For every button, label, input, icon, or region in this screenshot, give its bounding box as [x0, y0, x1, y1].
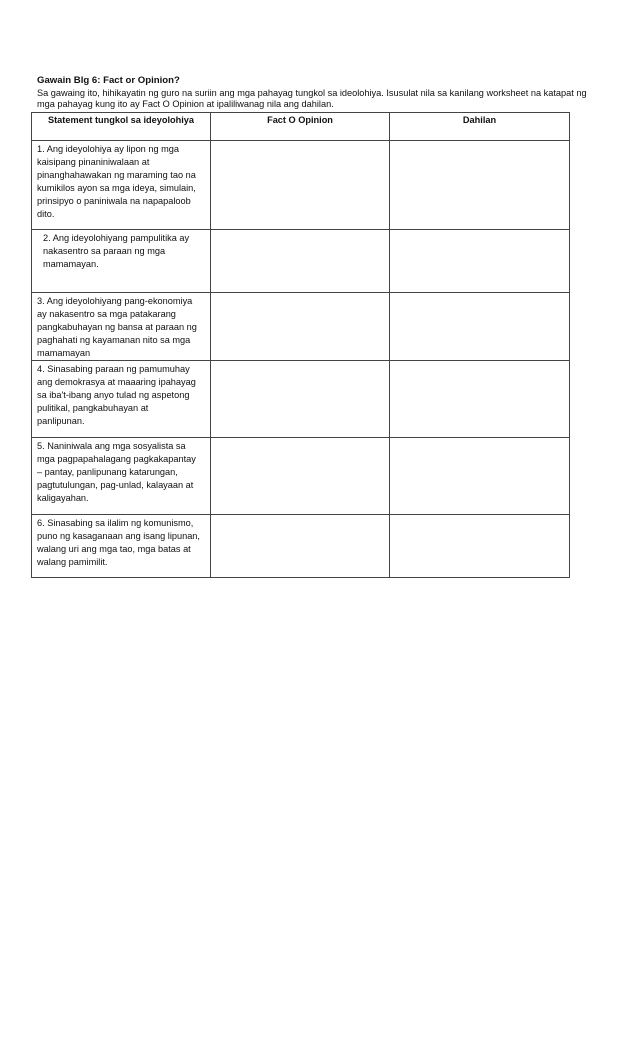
statement-line: 4. Sinasabing paraan ng pamumuhay [37, 364, 190, 374]
dahilan-cell[interactable] [390, 361, 570, 438]
fact-or-opinion-cell[interactable] [211, 361, 390, 438]
worksheet-title: Gawain Blg 6: Fact or Opinion? [37, 75, 180, 86]
statement-line: mamamayan. [43, 259, 99, 269]
fact-or-opinion-cell[interactable] [211, 293, 390, 361]
dahilan-cell[interactable] [390, 293, 570, 361]
statement-text [32, 230, 210, 271]
table-row [32, 293, 570, 361]
statement-cell [32, 361, 211, 438]
statement-line: nakasentro sa paraan ng mga [43, 246, 166, 256]
statement-line: mamamayan [37, 348, 91, 358]
table-header-row [32, 113, 570, 141]
statement-text [32, 361, 210, 428]
statement-line: pinanghahawakan ng maraming tao na [37, 170, 196, 180]
statement-text [32, 515, 210, 569]
table-row [32, 230, 570, 293]
statement-line: ang demokrasya at maaaring ipahayag [37, 377, 196, 387]
table-row [32, 515, 570, 578]
statement-line: dito. [37, 209, 55, 219]
header-dahilan: Dahilan [390, 113, 570, 141]
statement-line: 5. Naniniwala ang mga sosyalista sa [37, 441, 186, 451]
dahilan-cell[interactable] [390, 438, 570, 515]
statement-cell [32, 230, 211, 293]
statement-line: 1. Ang ideyolohiya ay lipon ng mga [37, 144, 179, 154]
table-row [32, 141, 570, 230]
statement-cell [32, 141, 211, 230]
header-fact-or-opinion: Fact O Opinion [211, 113, 390, 141]
statement-line: walang uri ang mga tao, mga batas at [37, 544, 191, 554]
fact-opinion-table [31, 112, 570, 578]
statement-cell [32, 293, 211, 361]
dahilan-cell[interactable] [390, 141, 570, 230]
header-statement: Statement tungkol sa ideyolohiya [32, 113, 211, 141]
statement-line: 2. Ang ideyolohiyang pampulitika ay [43, 233, 190, 243]
statement-line: – pantay, panlipunang katarungan, [37, 467, 178, 477]
statement-line: kaligayahan. [37, 493, 89, 503]
statement-line: kumikilos ayon sa mga ideya, simulain, [37, 183, 196, 193]
statement-text [32, 141, 210, 221]
statement-line: 3. Ang ideyolohiyang pang-ekonomiya [37, 296, 193, 306]
statement-line: ay nakasentro sa mga patakarang [37, 309, 176, 319]
statement-text [32, 293, 210, 360]
statement-line: walang pamimilit. [37, 557, 108, 567]
table-row [32, 361, 570, 438]
worksheet-instructions: Sa gawaing ito, hihikayatin ng guro na suriin ang mga pahayag tungkol sa ideolohiya. Isusulat nila sa kanilang worksheet na katapat ng mga pahayag kung ito ay Fact O Opinion at ipaliliwanag nila ang dahilan. [37, 88, 587, 110]
fact-or-opinion-cell[interactable] [211, 438, 390, 515]
statement-line: paghahati ng kayamanan nito sa mga [37, 335, 191, 345]
dahilan-cell[interactable] [390, 230, 570, 293]
statement-line: kaisipang pinaniniwalaan at [37, 157, 150, 167]
statement-line: pagtutulungan, pag-unlad, kalayaan at [37, 480, 194, 490]
dahilan-cell[interactable] [390, 515, 570, 578]
statement-line: pangkabuhayan ng bansa at paraan ng [37, 322, 197, 332]
statement-line: puno ng kasaganaan ang isang lipunan, [37, 531, 200, 541]
statement-cell [32, 515, 211, 578]
fact-or-opinion-cell[interactable] [211, 515, 390, 578]
statement-line: pulitikal, pangkabuhayan at [37, 403, 149, 413]
statement-line: 6. Sinasabing sa ilalim ng komunismo, [37, 518, 194, 528]
table-row [32, 438, 570, 515]
statement-line: prinsipyo o paniniwala na napapaloob [37, 196, 191, 206]
statement-line: panlipunan. [37, 416, 85, 426]
fact-or-opinion-cell[interactable] [211, 141, 390, 230]
statement-line: mga pagpapahalagang pagkakapantay [37, 454, 196, 464]
statement-cell [32, 438, 211, 515]
statement-text [32, 438, 210, 505]
fact-or-opinion-cell[interactable] [211, 230, 390, 293]
statement-line: sa iba't-ibang anyo tulad ng aspetong [37, 390, 190, 400]
